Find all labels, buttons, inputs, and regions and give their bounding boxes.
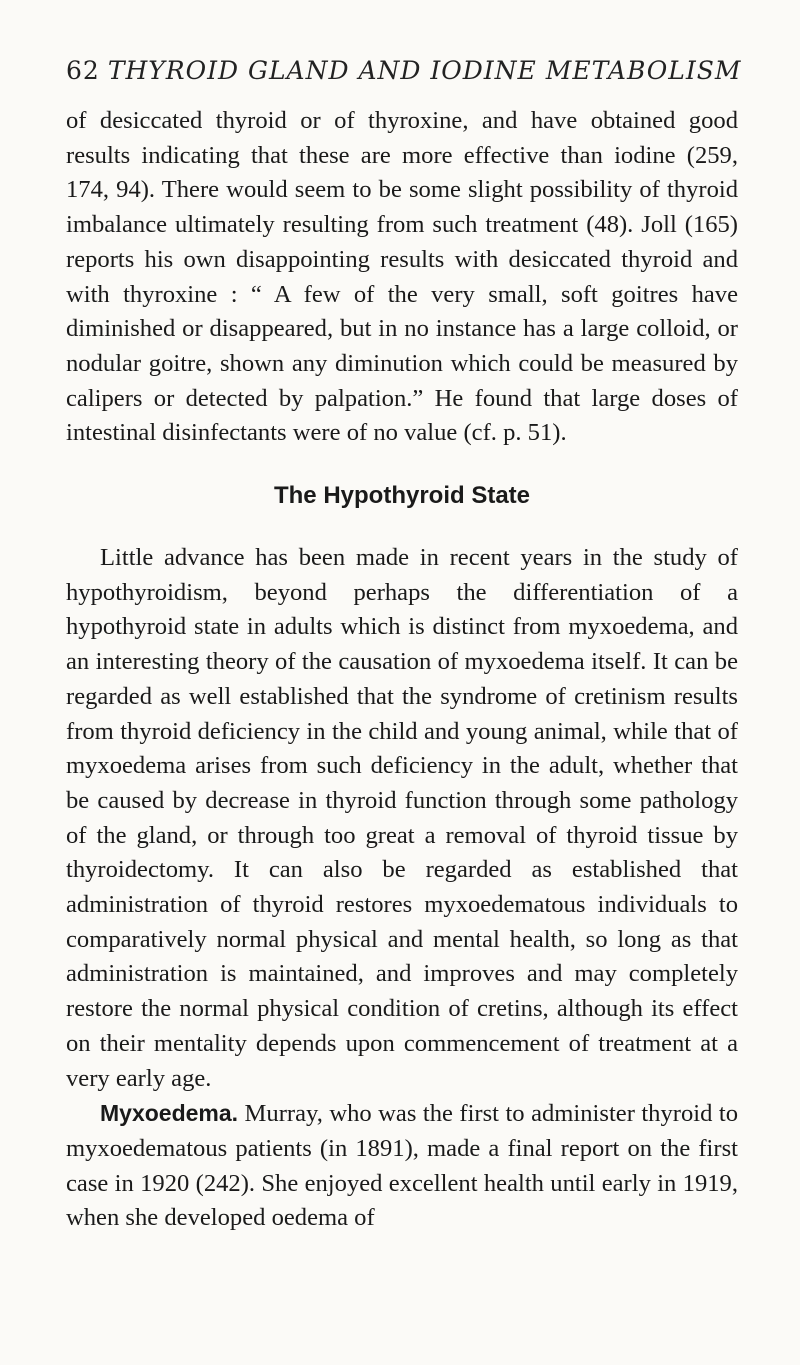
run-in-heading-myxoedema: Myxoedema. — [100, 1100, 239, 1127]
paragraph-continued: of desiccated thyroid or of thyroxine, and have obtained good results indicating that these are more effective than iodine (259, 174, 94). There would seem to be some slight possibility of thyroid imbalance ultimately resulting from such treatment (48). Joll (165) reports his own disappointing results with desiccated thyroid and with thyroxine : “ A few of the very small, soft goitres have diminished or disappeared, but in no instance has a large colloid, or nodular goitre, shown any diminution which could be measured by calipers or detected by palpation.” He found that large doses of intestinal disinfectants were of no value (cf. p. 51). — [66, 107, 738, 447]
running-title: THYROID GLAND AND IODINE METABOLISM — [107, 56, 742, 85]
book-page — [66, 56, 742, 1236]
running-head — [66, 56, 742, 104]
paragraph-myxoedema — [66, 1096, 738, 1236]
section-heading: The Hypothyroid State — [273, 482, 531, 510]
paragraph-myxoedema-text: Murray, who was the first to administer thyroid to myxoedematous patients (in 1891), made a final report on the first case in 1920 (242). She enjoyed excellent health until early in 1919, when she developed oedema of — [66, 1100, 738, 1232]
paragraph-hypothyroid-intro: Little advance has been made in recent years in the study of hypothyroidism, beyond perhaps the differentiation of a hypothyroid state in adults which is distinct from myxoedema, and an interesting theory of the causation of myxoedema itself. It can be regarded as well established that the syndrome of cretinism results from thyroid deficiency in the child and young animal, while that of myxoedema arises from such deficiency in the adult, whether that be caused by decrease in thyroid function through some pathology of the gland, or through too great a removal of thyroid tissue by thyroidectomy. It can also be regarded as established that administration of thyroid restores myxoedematous individuals to comparatively normal physical and mental health, so long as that administration is maintained, and improves and may completely restore the normal physical condition of cretins, although its effect on their mentality depends upon commencement of treatment at a very early age. — [66, 544, 738, 1092]
page-number: 62 — [66, 56, 100, 85]
